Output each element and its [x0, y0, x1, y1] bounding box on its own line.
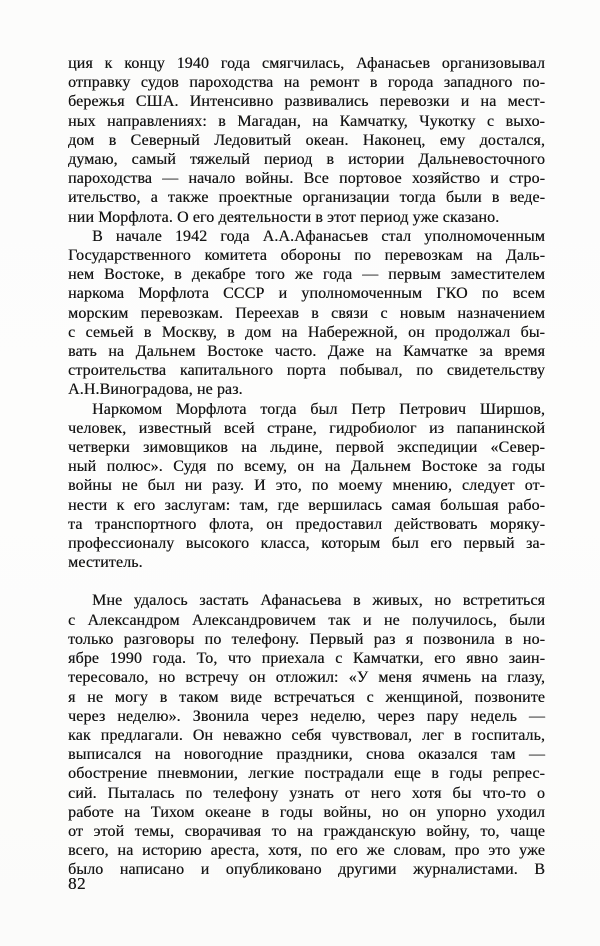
text-line: работе на Тихом океане в годы войны, но он упорно уходил — [68, 803, 545, 821]
text-line: морским перевозкам. Переехав в связи с новым назначением — [68, 304, 545, 322]
text-line: ция к концу 1940 года смягчилась, Афанасьев организовывал — [68, 55, 545, 72]
text-line: только разговоры по телефону. Первый раз я позвонила в но- — [68, 630, 545, 648]
text-line: человек, известный всей стране, гидробиолог из папанинской — [68, 419, 545, 437]
text-line: нии Морфлота. О его деятельности в этот период уже сказано. — [68, 208, 500, 226]
text-line: нести к его заслугам: там, где вершилась самая большая рабо- — [68, 496, 545, 514]
text-line: В начале 1942 года А.А.Афанасьев стал уполномоченным — [92, 227, 545, 245]
text-line: ительство, а также проектные организации тогда были в веде- — [68, 189, 545, 207]
text-line: профессионалу высокого класса, которым был его первый за- — [68, 535, 545, 553]
text-line: тересовало, но встречу он отложил: «У меня ячмень на глазу, — [68, 669, 545, 687]
text-line: та транспортного флота, он предоставил действовать моряку- — [68, 515, 545, 533]
text-line: Государственного комитета обороны по перевозкам на Даль- — [68, 247, 545, 265]
text-line: вать на Дальнем Востоке часто. Даже на Камчатке за время — [68, 343, 545, 361]
text-line: отправку судов пароходства на ремонт в города западного по- — [68, 74, 545, 92]
paragraph — [68, 400, 545, 573]
text-line: четверки зимовщиков на льдине, первой экспедиции «Север- — [68, 439, 545, 457]
text-line: думаю, самый тяжелый период в истории Дальневосточного — [68, 151, 545, 169]
text-line: с семьей в Москву, в дом на Набережной, он продолжал бы- — [68, 323, 545, 341]
text-line: сий. Пыталась по телефону узнать от него хотя бы что-то о — [68, 784, 545, 802]
text-line: Наркомом Морфлота тогда был Петр Петрович Ширшов, — [92, 400, 545, 418]
text-block — [68, 54, 545, 880]
paragraph — [68, 591, 545, 879]
text-line: обострение пневмонии, легкие пострадали еще в годы репрес- — [68, 765, 545, 783]
paragraph — [68, 227, 545, 400]
text-line: меститель. — [68, 554, 143, 572]
text-line: ябре 1990 года. То, что приехала с Камчатки, его явно заин- — [68, 650, 545, 668]
text-line: ных направлениях: в Магадан, на Камчатку, Чукотку с выхо- — [68, 112, 545, 130]
text-line: Мне удалось застать Афанасьева в живых, но встретиться — [92, 592, 545, 610]
text-line: от этой темы, сворачивая то на гражданскую войну, то, чаще — [68, 822, 545, 840]
text-line: пароходства — начало войны. Все портовое хозяйство и стро- — [68, 170, 545, 188]
page-number: 82 — [68, 874, 86, 893]
text-line: всего, на историю ареста, хотя, по его же словам, про это уже — [68, 842, 545, 860]
text-line: через неделю». Звонила через неделю, через пару недель — — [68, 707, 545, 725]
paragraph — [68, 54, 545, 227]
text-line: было написано и опубликовано другими журналистами. В — [68, 861, 545, 879]
text-line: как предлагали. Он неважно себя чувствовал, лег в госпиталь, — [68, 726, 545, 744]
text-line: наркома Морфлота СССР и уполномоченным ГКО по всем — [68, 285, 545, 303]
text-line: с Александром Александровичем так и не получилось, были — [68, 611, 545, 629]
text-line: строительства капитального порта побывал, по свидетельству — [68, 362, 545, 380]
text-line: я не могу в таком виде встречаться с женщиной, позвоните — [68, 688, 545, 706]
text-line: войны не был ни разу. И это, по моему мнению, следует от- — [68, 477, 545, 495]
text-line: бережья США. Интенсивно развивались перевозки и на мест- — [68, 93, 545, 111]
text-line: выписался на новогодние праздники, снова оказался там — — [68, 746, 545, 764]
text-line: дом в Северный Ледовитый океан. Наконец, ему достался, — [68, 131, 545, 149]
text-line: нем Востоке, в декабре того же года — первым заместителем — [68, 266, 545, 284]
text-line: ный полюс». Судя по всему, он на Дальнем Востоке за годы — [68, 458, 545, 476]
text-line: А.Н.Виноградова, не раз. — [68, 381, 243, 399]
